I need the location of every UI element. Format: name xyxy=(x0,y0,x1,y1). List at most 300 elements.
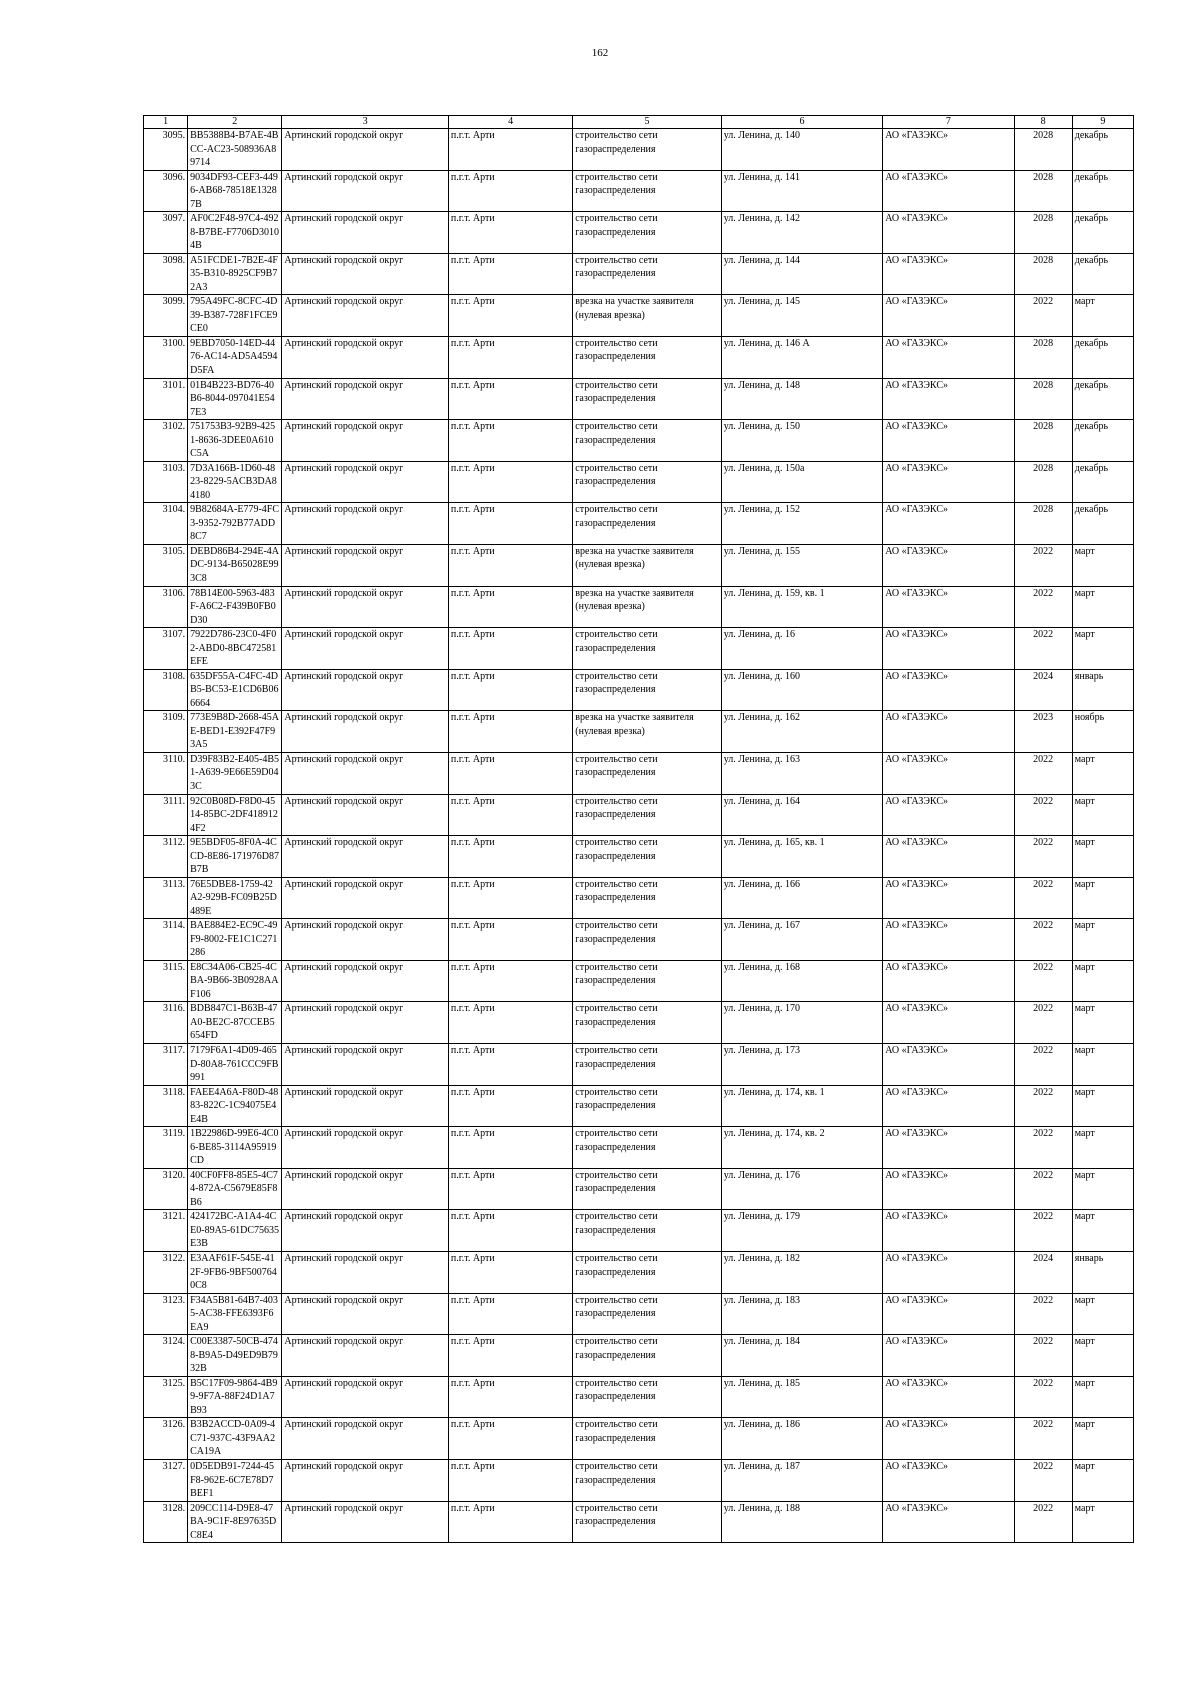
table-row xyxy=(144,919,1134,961)
work-type-cell: строительство сети газораспределения xyxy=(573,170,721,212)
work-type-cell: строительство сети газораспределения xyxy=(573,1252,721,1294)
month-cell: декабрь xyxy=(1072,212,1133,254)
address-cell: ул. Ленина, д. 163 xyxy=(721,752,882,794)
municipality-cell: Артинский городской округ xyxy=(282,628,449,670)
month-cell: март xyxy=(1072,628,1133,670)
address-cell: ул. Ленина, д. 176 xyxy=(721,1168,882,1210)
table-row xyxy=(144,1085,1134,1127)
address-cell: ул. Ленина, д. 144 xyxy=(721,253,882,295)
row-number-cell: 3126. xyxy=(144,1418,188,1460)
settlement-cell: п.г.т. Арти xyxy=(448,336,572,378)
table-row xyxy=(144,586,1134,628)
table-row xyxy=(144,1293,1134,1335)
year-cell: 2022 xyxy=(1014,836,1072,878)
address-cell: ул. Ленина, д. 148 xyxy=(721,378,882,420)
object-id-cell: 635DF55A-C4FC-4DB5-BC53-E1CD6B066664 xyxy=(188,669,282,711)
year-cell: 2028 xyxy=(1014,461,1072,503)
address-cell: ул. Ленина, д. 142 xyxy=(721,212,882,254)
organization-cell: АО «ГАЗЭКС» xyxy=(883,253,1014,295)
row-number-cell: 3123. xyxy=(144,1293,188,1335)
settlement-cell: п.г.т. Арти xyxy=(448,669,572,711)
month-cell: март xyxy=(1072,1376,1133,1418)
table-row xyxy=(144,669,1134,711)
object-id-cell: 751753B3-92B9-4251-8636-3DEE0A610C5A xyxy=(188,420,282,462)
table-row xyxy=(144,1335,1134,1377)
municipality-cell: Артинский городской округ xyxy=(282,669,449,711)
municipality-cell: Артинский городской округ xyxy=(282,586,449,628)
municipality-cell: Артинский городской округ xyxy=(282,1460,449,1502)
settlement-cell: п.г.т. Арти xyxy=(448,628,572,670)
municipality-cell: Артинский городской округ xyxy=(282,212,449,254)
object-id-cell: AF0C2F48-97C4-4928-B7BE-F7706D30104B xyxy=(188,212,282,254)
settlement-cell: п.г.т. Арти xyxy=(448,1460,572,1502)
work-type-cell: строительство сети газораспределения xyxy=(573,378,721,420)
month-cell: ноябрь xyxy=(1072,711,1133,753)
year-cell: 2022 xyxy=(1014,752,1072,794)
municipality-cell: Артинский городской округ xyxy=(282,461,449,503)
object-id-cell: 0D5EDB91-7244-45F8-962E-6C7E78D7BEF1 xyxy=(188,1460,282,1502)
settlement-cell: п.г.т. Арти xyxy=(448,877,572,919)
address-cell: ул. Ленина, д. 168 xyxy=(721,960,882,1002)
settlement-cell: п.г.т. Арти xyxy=(448,794,572,836)
row-number-cell: 3110. xyxy=(144,752,188,794)
organization-cell: АО «ГАЗЭКС» xyxy=(883,461,1014,503)
address-cell: ул. Ленина, д. 140 xyxy=(721,129,882,171)
work-type-cell: строительство сети газораспределения xyxy=(573,212,721,254)
organization-cell: АО «ГАЗЭКС» xyxy=(883,1127,1014,1169)
month-cell: январь xyxy=(1072,669,1133,711)
work-type-cell: строительство сети газораспределения xyxy=(573,1293,721,1335)
settlement-cell: п.г.т. Арти xyxy=(448,836,572,878)
object-id-cell: 424172BC-A1A4-4CE0-89A5-61DC75635E3B xyxy=(188,1210,282,1252)
settlement-cell: п.г.т. Арти xyxy=(448,586,572,628)
organization-cell: АО «ГАЗЭКС» xyxy=(883,794,1014,836)
object-id-cell: D39F83B2-E405-4B51-A639-9E66E59D043C xyxy=(188,752,282,794)
address-cell: ул. Ленина, д. 146 А xyxy=(721,336,882,378)
year-cell: 2022 xyxy=(1014,1210,1072,1252)
object-id-cell: 795A49FC-8CFC-4D39-B387-728F1FCE9CE0 xyxy=(188,295,282,337)
organization-cell: АО «ГАЗЭКС» xyxy=(883,919,1014,961)
organization-cell: АО «ГАЗЭКС» xyxy=(883,752,1014,794)
column-header: 1 xyxy=(144,116,188,129)
month-cell: март xyxy=(1072,1044,1133,1086)
month-cell: март xyxy=(1072,1460,1133,1502)
object-id-cell: E8C34A06-CB25-4CBA-9B66-3B0928AAF106 xyxy=(188,960,282,1002)
month-cell: март xyxy=(1072,794,1133,836)
settlement-cell: п.г.т. Арти xyxy=(448,1501,572,1543)
work-type-cell: врезка на участке заявителя (нулевая врезка) xyxy=(573,295,721,337)
organization-cell: АО «ГАЗЭКС» xyxy=(883,1252,1014,1294)
year-cell: 2028 xyxy=(1014,170,1072,212)
object-id-cell: 92C0B08D-F8D0-4514-85BC-2DF4189124F2 xyxy=(188,794,282,836)
column-header: 2 xyxy=(188,116,282,129)
table-row xyxy=(144,1460,1134,1502)
organization-cell: АО «ГАЗЭКС» xyxy=(883,129,1014,171)
work-type-cell: строительство сети газораспределения xyxy=(573,836,721,878)
address-cell: ул. Ленина, д. 141 xyxy=(721,170,882,212)
organization-cell: АО «ГАЗЭКС» xyxy=(883,669,1014,711)
month-cell: март xyxy=(1072,752,1133,794)
row-number-cell: 3118. xyxy=(144,1085,188,1127)
organization-cell: АО «ГАЗЭКС» xyxy=(883,420,1014,462)
object-id-cell: BAE884E2-EC9C-49F9-8002-FE1C1C271286 xyxy=(188,919,282,961)
table-row xyxy=(144,711,1134,753)
object-id-cell: B5C17F09-9864-4B99-9F7A-88F24D1A7B93 xyxy=(188,1376,282,1418)
settlement-cell: п.г.т. Арти xyxy=(448,711,572,753)
municipality-cell: Артинский городской округ xyxy=(282,1085,449,1127)
work-type-cell: строительство сети газораспределения xyxy=(573,503,721,545)
object-id-cell: 9B82684A-E779-4FC3-9352-792B77ADD8C7 xyxy=(188,503,282,545)
month-cell: март xyxy=(1072,1127,1133,1169)
work-type-cell: строительство сети газораспределения xyxy=(573,1127,721,1169)
month-cell: декабрь xyxy=(1072,503,1133,545)
municipality-cell: Артинский городской округ xyxy=(282,1293,449,1335)
address-cell: ул. Ленина, д. 164 xyxy=(721,794,882,836)
column-header: 8 xyxy=(1014,116,1072,129)
table-row xyxy=(144,1168,1134,1210)
organization-cell: АО «ГАЗЭКС» xyxy=(883,1460,1014,1502)
object-id-cell: 209CC114-D9E8-47BA-9C1F-8E97635DC8E4 xyxy=(188,1501,282,1543)
month-cell: март xyxy=(1072,960,1133,1002)
month-cell: март xyxy=(1072,877,1133,919)
municipality-cell: Артинский городской округ xyxy=(282,378,449,420)
month-cell: март xyxy=(1072,1501,1133,1543)
month-cell: март xyxy=(1072,586,1133,628)
settlement-cell: п.г.т. Арти xyxy=(448,1293,572,1335)
organization-cell: АО «ГАЗЭКС» xyxy=(883,170,1014,212)
organization-cell: АО «ГАЗЭКС» xyxy=(883,877,1014,919)
row-number-cell: 3096. xyxy=(144,170,188,212)
address-cell: ул. Ленина, д. 185 xyxy=(721,1376,882,1418)
row-number-cell: 3109. xyxy=(144,711,188,753)
organization-cell: АО «ГАЗЭКС» xyxy=(883,1085,1014,1127)
municipality-cell: Артинский городской округ xyxy=(282,1376,449,1418)
row-number-cell: 3097. xyxy=(144,212,188,254)
object-id-cell: FAEE4A6A-F80D-4883-822C-1C94075E4E4B xyxy=(188,1085,282,1127)
work-type-cell: строительство сети газораспределения xyxy=(573,1501,721,1543)
year-cell: 2022 xyxy=(1014,628,1072,670)
table-row xyxy=(144,336,1134,378)
month-cell: декабрь xyxy=(1072,378,1133,420)
municipality-cell: Артинский городской округ xyxy=(282,794,449,836)
object-id-cell: BDB847C1-B63B-47A0-BE2C-87CCEB5654FD xyxy=(188,1002,282,1044)
organization-cell: АО «ГАЗЭКС» xyxy=(883,1293,1014,1335)
municipality-cell: Артинский городской округ xyxy=(282,836,449,878)
address-cell: ул. Ленина, д. 174, кв. 1 xyxy=(721,1085,882,1127)
object-id-cell: 9034DF93-CEF3-4496-AB68-78518E13287B xyxy=(188,170,282,212)
address-cell: ул. Ленина, д. 16 xyxy=(721,628,882,670)
table-row xyxy=(144,1044,1134,1086)
address-cell: ул. Ленина, д. 186 xyxy=(721,1418,882,1460)
row-number-cell: 3122. xyxy=(144,1252,188,1294)
organization-cell: АО «ГАЗЭКС» xyxy=(883,1044,1014,1086)
organization-cell: АО «ГАЗЭКС» xyxy=(883,1335,1014,1377)
work-type-cell: строительство сети газораспределения xyxy=(573,794,721,836)
organization-cell: АО «ГАЗЭКС» xyxy=(883,295,1014,337)
work-type-cell: строительство сети газораспределения xyxy=(573,877,721,919)
year-cell: 2022 xyxy=(1014,544,1072,586)
municipality-cell: Артинский городской округ xyxy=(282,503,449,545)
column-header: 4 xyxy=(448,116,572,129)
municipality-cell: Артинский городской округ xyxy=(282,129,449,171)
address-cell: ул. Ленина, д. 184 xyxy=(721,1335,882,1377)
row-number-cell: 3113. xyxy=(144,877,188,919)
settlement-cell: п.г.т. Арти xyxy=(448,1335,572,1377)
municipality-cell: Артинский городской округ xyxy=(282,295,449,337)
table-row xyxy=(144,794,1134,836)
object-id-cell: 9EBD7050-14ED-4476-AC14-AD5A4594D5FA xyxy=(188,336,282,378)
month-cell: декабрь xyxy=(1072,461,1133,503)
row-number-cell: 3098. xyxy=(144,253,188,295)
column-header: 5 xyxy=(573,116,721,129)
organization-cell: АО «ГАЗЭКС» xyxy=(883,1210,1014,1252)
work-type-cell: строительство сети газораспределения xyxy=(573,1418,721,1460)
row-number-cell: 3104. xyxy=(144,503,188,545)
year-cell: 2022 xyxy=(1014,877,1072,919)
year-cell: 2022 xyxy=(1014,1127,1072,1169)
year-cell: 2022 xyxy=(1014,1002,1072,1044)
row-number-cell: 3119. xyxy=(144,1127,188,1169)
work-type-cell: строительство сети газораспределения xyxy=(573,461,721,503)
year-cell: 2028 xyxy=(1014,253,1072,295)
row-number-cell: 3111. xyxy=(144,794,188,836)
row-number-cell: 3120. xyxy=(144,1168,188,1210)
table-row xyxy=(144,420,1134,462)
month-cell: март xyxy=(1072,1168,1133,1210)
work-type-cell: строительство сети газораспределения xyxy=(573,752,721,794)
month-cell: декабрь xyxy=(1072,129,1133,171)
row-number-cell: 3106. xyxy=(144,586,188,628)
row-number-cell: 3095. xyxy=(144,129,188,171)
address-cell: ул. Ленина, д. 150а xyxy=(721,461,882,503)
year-cell: 2028 xyxy=(1014,336,1072,378)
row-number-cell: 3115. xyxy=(144,960,188,1002)
settlement-cell: п.г.т. Арти xyxy=(448,1085,572,1127)
table-row xyxy=(144,295,1134,337)
month-cell: март xyxy=(1072,1418,1133,1460)
municipality-cell: Артинский городской округ xyxy=(282,170,449,212)
organization-cell: АО «ГАЗЭКС» xyxy=(883,336,1014,378)
settlement-cell: п.г.т. Арти xyxy=(448,1127,572,1169)
month-cell: март xyxy=(1072,919,1133,961)
year-cell: 2028 xyxy=(1014,378,1072,420)
page-number: 162 xyxy=(591,47,609,59)
settlement-cell: п.г.т. Арти xyxy=(448,295,572,337)
organization-cell: АО «ГАЗЭКС» xyxy=(883,628,1014,670)
year-cell: 2022 xyxy=(1014,1501,1072,1543)
month-cell: март xyxy=(1072,1293,1133,1335)
column-numbers-row xyxy=(144,116,1134,129)
table-row xyxy=(144,503,1134,545)
year-cell: 2022 xyxy=(1014,919,1072,961)
settlement-cell: п.г.т. Арти xyxy=(448,1044,572,1086)
table-row xyxy=(144,212,1134,254)
object-id-cell: 7922D786-23C0-4F02-ABD0-8BC472581EFE xyxy=(188,628,282,670)
month-cell: декабрь xyxy=(1072,253,1133,295)
settlement-cell: п.г.т. Арти xyxy=(448,919,572,961)
row-number-cell: 3108. xyxy=(144,669,188,711)
settlement-cell: п.г.т. Арти xyxy=(448,1418,572,1460)
work-type-cell: строительство сети газораспределения xyxy=(573,1335,721,1377)
object-id-cell: DEBD86B4-294E-4ADC-9134-B65028E993C8 xyxy=(188,544,282,586)
work-type-cell: строительство сети газораспределения xyxy=(573,1460,721,1502)
year-cell: 2022 xyxy=(1014,1335,1072,1377)
organization-cell: АО «ГАЗЭКС» xyxy=(883,503,1014,545)
organization-cell: АО «ГАЗЭКС» xyxy=(883,378,1014,420)
municipality-cell: Артинский городской округ xyxy=(282,1002,449,1044)
address-cell: ул. Ленина, д. 174, кв. 2 xyxy=(721,1127,882,1169)
year-cell: 2024 xyxy=(1014,1252,1072,1294)
registry-table xyxy=(143,115,1134,1543)
work-type-cell: врезка на участке заявителя (нулевая врезка) xyxy=(573,544,721,586)
work-type-cell: строительство сети газораспределения xyxy=(573,628,721,670)
address-cell: ул. Ленина, д. 183 xyxy=(721,1293,882,1335)
year-cell: 2022 xyxy=(1014,1293,1072,1335)
address-cell: ул. Ленина, д. 159, кв. 1 xyxy=(721,586,882,628)
object-id-cell: F34A5B81-64B7-4035-AC38-FFE6393F6EA9 xyxy=(188,1293,282,1335)
settlement-cell: п.г.т. Арти xyxy=(448,1002,572,1044)
municipality-cell: Артинский городской округ xyxy=(282,752,449,794)
municipality-cell: Артинский городской округ xyxy=(282,1168,449,1210)
work-type-cell: строительство сети газораспределения xyxy=(573,1044,721,1086)
year-cell: 2028 xyxy=(1014,420,1072,462)
object-id-cell: 1B22986D-99E6-4C06-BE85-3114A95919CD xyxy=(188,1127,282,1169)
work-type-cell: строительство сети газораспределения xyxy=(573,1085,721,1127)
object-id-cell: 7179F6A1-4D09-465D-80A8-761CCC9FB991 xyxy=(188,1044,282,1086)
organization-cell: АО «ГАЗЭКС» xyxy=(883,1376,1014,1418)
table-row xyxy=(144,836,1134,878)
year-cell: 2023 xyxy=(1014,711,1072,753)
row-number-cell: 3121. xyxy=(144,1210,188,1252)
work-type-cell: врезка на участке заявителя (нулевая врезка) xyxy=(573,711,721,753)
settlement-cell: п.г.т. Арти xyxy=(448,420,572,462)
settlement-cell: п.г.т. Арти xyxy=(448,544,572,586)
year-cell: 2022 xyxy=(1014,295,1072,337)
municipality-cell: Артинский городской округ xyxy=(282,919,449,961)
row-number-cell: 3112. xyxy=(144,836,188,878)
row-number-cell: 3127. xyxy=(144,1460,188,1502)
row-number-cell: 3105. xyxy=(144,544,188,586)
work-type-cell: строительство сети газораспределения xyxy=(573,1002,721,1044)
year-cell: 2022 xyxy=(1014,1168,1072,1210)
organization-cell: АО «ГАЗЭКС» xyxy=(883,544,1014,586)
settlement-cell: п.г.т. Арти xyxy=(448,1376,572,1418)
year-cell: 2024 xyxy=(1014,669,1072,711)
table-row xyxy=(144,752,1134,794)
settlement-cell: п.г.т. Арти xyxy=(448,752,572,794)
address-cell: ул. Ленина, д. 170 xyxy=(721,1002,882,1044)
year-cell: 2022 xyxy=(1014,586,1072,628)
settlement-cell: п.г.т. Арти xyxy=(448,1210,572,1252)
municipality-cell: Артинский городской округ xyxy=(282,960,449,1002)
month-cell: март xyxy=(1072,295,1133,337)
municipality-cell: Артинский городской округ xyxy=(282,1501,449,1543)
table-row xyxy=(144,1501,1134,1543)
address-cell: ул. Ленина, д. 179 xyxy=(721,1210,882,1252)
month-cell: март xyxy=(1072,1210,1133,1252)
row-number-cell: 3102. xyxy=(144,420,188,462)
municipality-cell: Артинский городской округ xyxy=(282,336,449,378)
column-header: 6 xyxy=(721,116,882,129)
address-cell: ул. Ленина, д. 167 xyxy=(721,919,882,961)
table-row xyxy=(144,1127,1134,1169)
object-id-cell: 7D3A166B-1D60-4823-8229-5ACB3DA84180 xyxy=(188,461,282,503)
row-number-cell: 3099. xyxy=(144,295,188,337)
row-number-cell: 3128. xyxy=(144,1501,188,1543)
work-type-cell: строительство сети газораспределения xyxy=(573,919,721,961)
month-cell: март xyxy=(1072,1002,1133,1044)
address-cell: ул. Ленина, д. 166 xyxy=(721,877,882,919)
settlement-cell: п.г.т. Арти xyxy=(448,1252,572,1294)
work-type-cell: строительство сети газораспределения xyxy=(573,1168,721,1210)
month-cell: март xyxy=(1072,544,1133,586)
object-id-cell: A51FCDE1-7B2E-4F35-B310-8925CF9B72A3 xyxy=(188,253,282,295)
settlement-cell: п.г.т. Арти xyxy=(448,960,572,1002)
municipality-cell: Артинский городской округ xyxy=(282,1335,449,1377)
address-cell: ул. Ленина, д. 152 xyxy=(721,503,882,545)
table-row xyxy=(144,1252,1134,1294)
year-cell: 2022 xyxy=(1014,794,1072,836)
object-id-cell: C00E3387-50CB-4748-B9A5-D49ED9B7932B xyxy=(188,1335,282,1377)
table-row xyxy=(144,378,1134,420)
year-cell: 2022 xyxy=(1014,960,1072,1002)
work-type-cell: строительство сети газораспределения xyxy=(573,669,721,711)
column-header: 3 xyxy=(282,116,449,129)
year-cell: 2022 xyxy=(1014,1418,1072,1460)
organization-cell: АО «ГАЗЭКС» xyxy=(883,1168,1014,1210)
work-type-cell: строительство сети газораспределения xyxy=(573,420,721,462)
table-row xyxy=(144,461,1134,503)
row-number-cell: 3125. xyxy=(144,1376,188,1418)
organization-cell: АО «ГАЗЭКС» xyxy=(883,212,1014,254)
settlement-cell: п.г.т. Арти xyxy=(448,170,572,212)
table-row xyxy=(144,960,1134,1002)
table-row xyxy=(144,1002,1134,1044)
table-row xyxy=(144,1418,1134,1460)
work-type-cell: врезка на участке заявителя (нулевая врезка) xyxy=(573,586,721,628)
row-number-cell: 3103. xyxy=(144,461,188,503)
object-id-cell: 773E9B8D-2668-45AE-BED1-E392F47F93A5 xyxy=(188,711,282,753)
address-cell: ул. Ленина, д. 188 xyxy=(721,1501,882,1543)
address-cell: ул. Ленина, д. 145 xyxy=(721,295,882,337)
month-cell: декабрь xyxy=(1072,420,1133,462)
table-row xyxy=(144,170,1134,212)
address-cell: ул. Ленина, д. 155 xyxy=(721,544,882,586)
month-cell: март xyxy=(1072,836,1133,878)
year-cell: 2022 xyxy=(1014,1044,1072,1086)
organization-cell: АО «ГАЗЭКС» xyxy=(883,1002,1014,1044)
municipality-cell: Артинский городской округ xyxy=(282,1127,449,1169)
settlement-cell: п.г.т. Арти xyxy=(448,503,572,545)
municipality-cell: Артинский городской округ xyxy=(282,711,449,753)
work-type-cell: строительство сети газораспределения xyxy=(573,253,721,295)
table-row xyxy=(144,877,1134,919)
settlement-cell: п.г.т. Арти xyxy=(448,1168,572,1210)
object-id-cell: 01B4B223-BD76-40B6-8044-097041E547E3 xyxy=(188,378,282,420)
settlement-cell: п.г.т. Арти xyxy=(448,253,572,295)
address-cell: ул. Ленина, д. 162 xyxy=(721,711,882,753)
municipality-cell: Артинский городской округ xyxy=(282,1418,449,1460)
address-cell: ул. Ленина, д. 150 xyxy=(721,420,882,462)
municipality-cell: Артинский городской округ xyxy=(282,1044,449,1086)
row-number-cell: 3101. xyxy=(144,378,188,420)
year-cell: 2022 xyxy=(1014,1460,1072,1502)
table-row xyxy=(144,129,1134,171)
municipality-cell: Артинский городской округ xyxy=(282,1252,449,1294)
work-type-cell: строительство сети газораспределения xyxy=(573,336,721,378)
settlement-cell: п.г.т. Арти xyxy=(448,129,572,171)
column-header: 7 xyxy=(883,116,1014,129)
